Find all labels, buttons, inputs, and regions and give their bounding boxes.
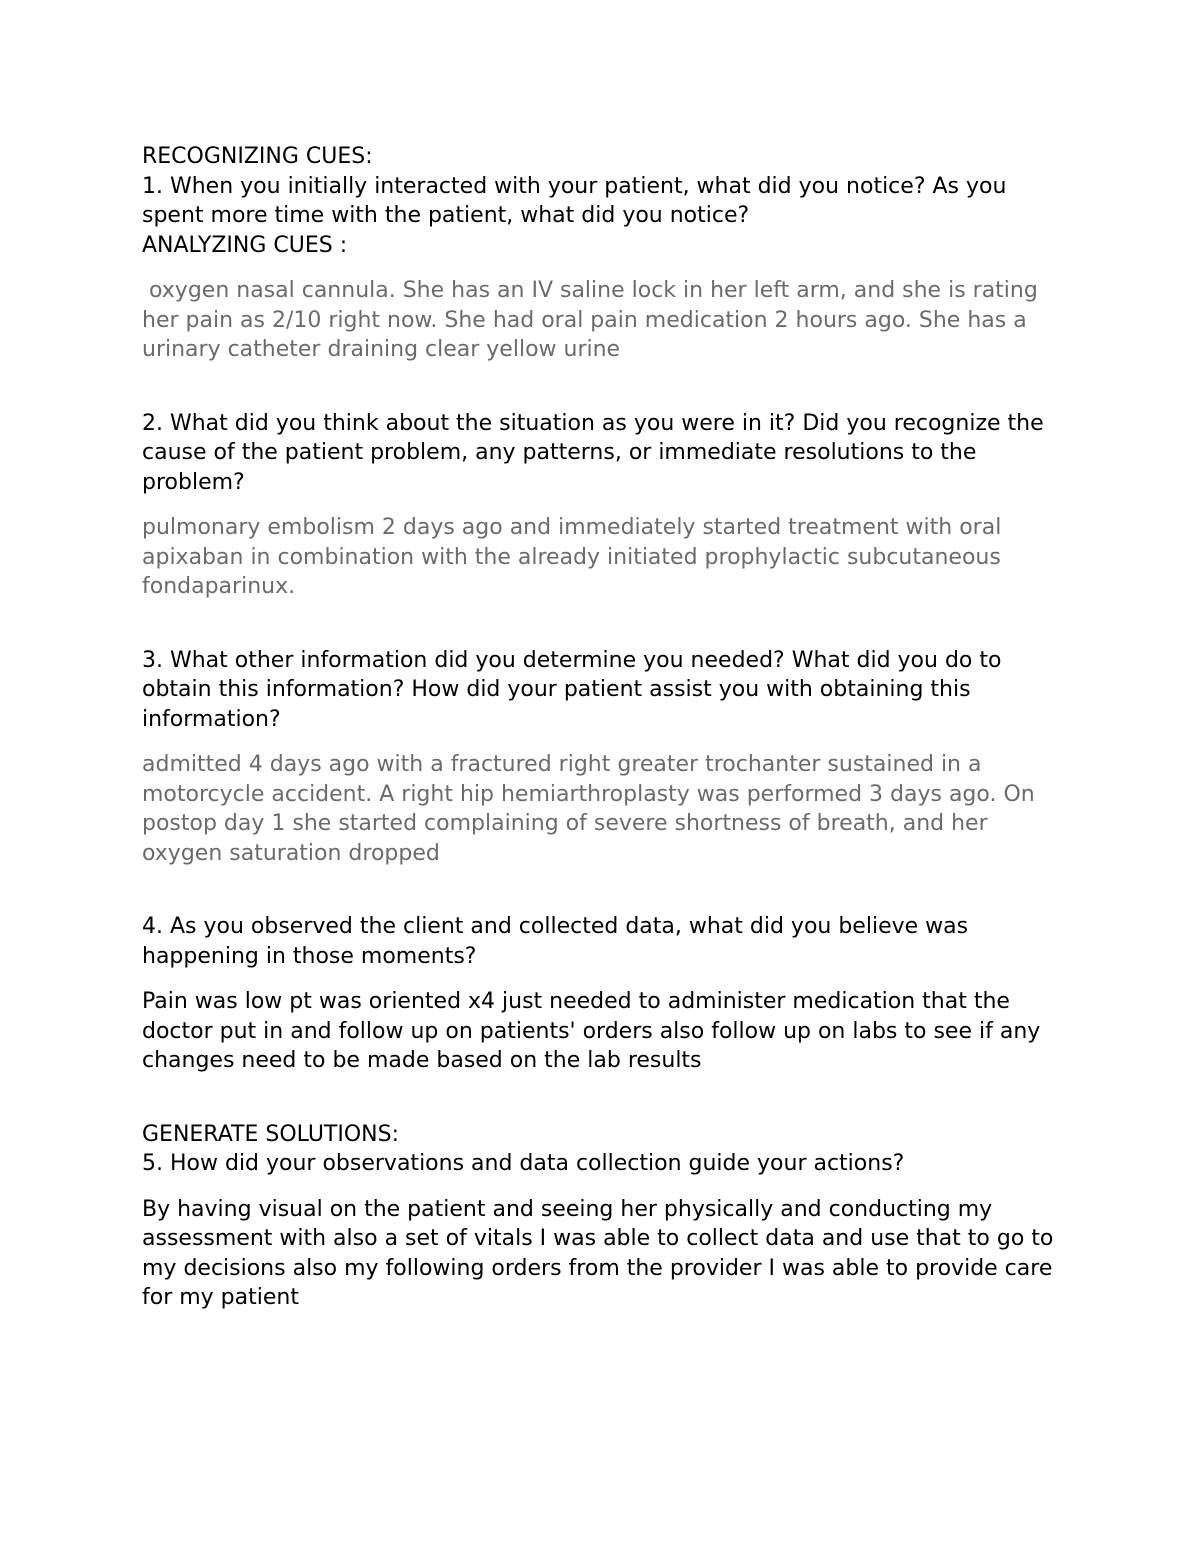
answer-4: Pain was low pt was oriented x4 just needed to administer medication that the doctor put in and follow up on patients' orders also follow up on labs to see if any changes need to be made based on the lab results xyxy=(142,989,1041,1073)
answer-3: admitted 4 days ago with a fractured right greater trochanter sustained in a motorcycle accident. A right hip hemiarthroplasty was performed 3 days ago. On postop day 1 she started complaining of severe shortness of breath, and her oxygen saturation dropped xyxy=(142,752,1035,866)
answer-2: pulmonary embolism 2 days ago and immediately started treatment with oral apixaban in combination with the already initiated prophylactic subcutaneous fondaparinux. xyxy=(142,515,1002,599)
heading-recognizing-cues: RECOGNIZING CUES: xyxy=(142,144,373,169)
spacer xyxy=(142,868,1072,912)
heading-analyzing-cues: ANALYZING CUES : xyxy=(142,232,348,258)
answer-5: By having visual on the patient and seeing her physically and conducting my assessment with also a set of vitals I was able to collect data and use that to go to my decisions also my following orders from the provider I was able to provide care for my patient xyxy=(142,1196,1054,1310)
answer-1: oxygen nasal cannula. She has an IV saline lock in her left arm, and she is rating her pain as 2/10 right now. She had oral pain medication 2 hours ago. She has a urinary catheter draining clear yellow urine xyxy=(142,278,1045,362)
question-5: 5. How did your observations and data collection guide your actions? xyxy=(142,1151,905,1176)
question-3: 3. What other information did you determine you needed? What did you do to obtain this information? How did your patient assist you with obtaining this information? xyxy=(142,647,1002,732)
question-1: 1. When you initially interacted with your patient, what did you notice? As you spent more time with the patient, what did you notice? xyxy=(142,173,1007,228)
question-2-continued: problem? xyxy=(142,469,245,495)
question-4: 4. As you observed the client and collected data, what did you believe was happening in those moments? xyxy=(142,914,969,969)
heading-generate-solutions: GENERATE SOLUTIONS: xyxy=(142,1121,399,1147)
question-2: 2. What did you think about the situation as you were in it? Did you recognize the cause of the patient problem, any patterns, or immediate resolutions to the xyxy=(142,410,1044,465)
spacer xyxy=(142,602,1072,646)
spacer xyxy=(142,1076,1072,1120)
spacer xyxy=(142,365,1072,409)
document-body xyxy=(142,142,1072,1313)
